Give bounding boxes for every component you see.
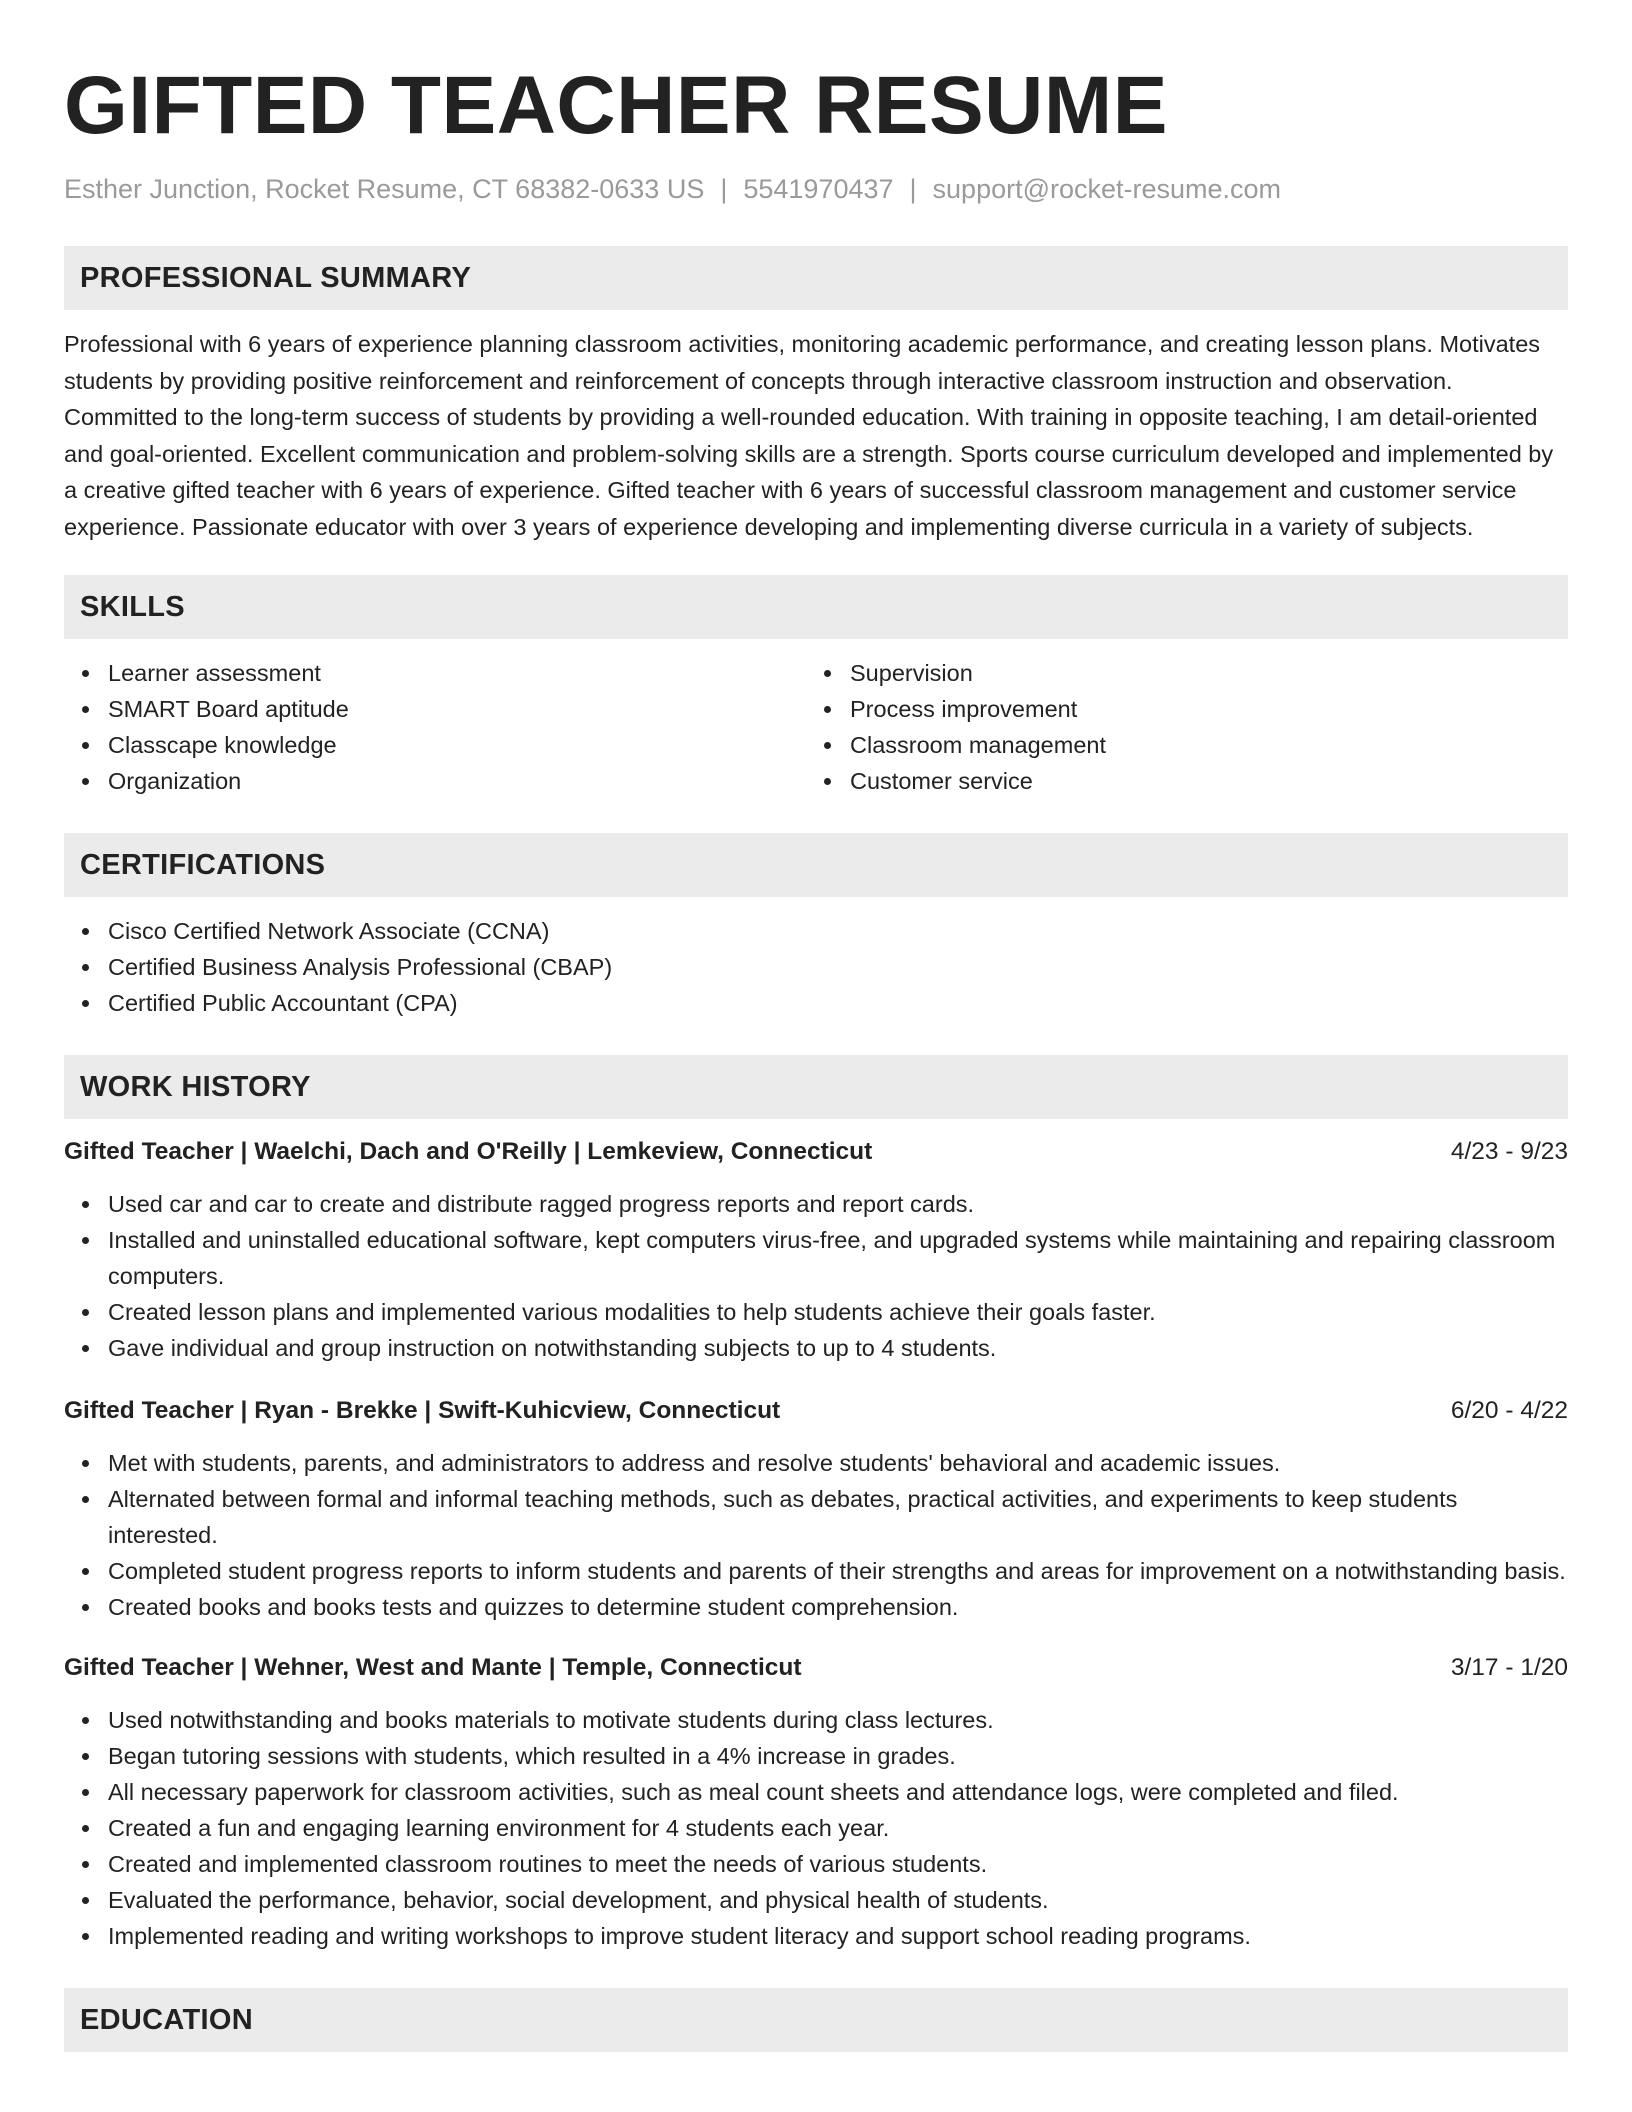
job-bullet: Completed student progress reports to inform students and parents of their strengths and areas for improvement on a notwithstanding basis. [64,1553,1568,1589]
job-bullet: Gave individual and group instruction on notwithstanding subjects to up to 4 students. [64,1330,1568,1366]
certifications-heading: CERTIFICATIONS [64,833,1568,897]
skill-item: Classroom management [806,727,1548,763]
skill-item: Classcape knowledge [64,727,806,763]
certification-item: Certified Business Analysis Professional (CBAP) [64,949,1568,985]
skill-item: Supervision [806,655,1548,691]
job-dates: 6/20 - 4/22 [1450,1397,1568,1424]
contact-separator: | [720,174,728,204]
job-entry [64,1394,1568,1625]
education-heading: EDUCATION [64,1988,1568,2052]
skills-heading: SKILLS [64,575,1568,639]
skills-column-left [64,655,806,799]
job-dates: 3/17 - 1/20 [1450,1654,1568,1681]
certification-item: Cisco Certified Network Associate (CCNA) [64,913,1568,949]
job-entry [64,1651,1568,1954]
skills-column-right [806,655,1548,799]
job-header [64,1135,1568,1169]
contact-line [64,172,1568,206]
job-bullet: Met with students, parents, and administrators to address and resolve students' behavioral and academic issues. [64,1445,1568,1481]
job-header [64,1394,1568,1428]
certification-item: Certified Public Accountant (CPA) [64,985,1568,1021]
skill-item: Organization [64,763,806,799]
summary-heading: PROFESSIONAL SUMMARY [64,246,1568,310]
skill-item: SMART Board aptitude [64,691,806,727]
contact-separator: | [909,174,917,204]
job-bullet: Created books and books tests and quizzes to determine student comprehension. [64,1589,1568,1625]
job-title: Gifted Teacher | Ryan - Brekke | Swift-Kuhicview, Connecticut [64,1397,781,1424]
skills-list [64,655,1568,799]
contact-phone: 5541970437 [743,174,894,204]
skill-item: Learner assessment [64,655,806,691]
job-bullet: Installed and uninstalled educational software, kept computers virus-free, and upgraded systems while maintaining and repairing classroom computers. [64,1222,1568,1294]
job-bullet: All necessary paperwork for classroom activities, such as meal count sheets and attendance logs, were completed and filed. [64,1774,1568,1810]
certifications-list [64,913,1568,1021]
work-history-heading: WORK HISTORY [64,1055,1568,1119]
job-bullets [64,1445,1568,1625]
resume-title: GIFTED TEACHER RESUME [64,60,1168,151]
skill-item: Process improvement [806,691,1548,727]
job-bullets [64,1702,1568,1954]
skill-item: Customer service [806,763,1548,799]
summary-text: Professional with 6 years of experience planning classroom activities, monitoring academic performance, and creating lesson plans. Motivates students by providing positive reinforcement and reinforcement of concepts through interactive classroom instruction and observation. Committed to the long-term success of students by providing a well-rounded education. With training in opposite teaching, I am detail-oriented and goal-oriented. Excellent communication and problem-solving skills are a strength. Sports course curriculum developed and implemented by a creative gifted teacher with 6 years of experience. Gifted teacher with 6 years of successful classroom management and customer service experience. Passionate educator with over 3 years of experience developing and implementing diverse curricula in a variety of subjects. [64,331,1554,540]
resume-page [64,0,1568,2052]
contact-email: support@rocket-resume.com [932,174,1282,204]
job-title: Gifted Teacher | Waelchi, Dach and O'Reilly | Lemkeview, Connecticut [64,1138,873,1165]
job-bullet: Created a fun and engaging learning environment for 4 students each year. [64,1810,1568,1846]
job-bullet: Created and implemented classroom routines to meet the needs of various students. [64,1846,1568,1882]
job-bullet: Used car and car to create and distribute ragged progress reports and report cards. [64,1186,1568,1222]
contact-address: Esther Junction, Rocket Resume, CT 68382-0633 US [64,174,705,204]
job-header [64,1651,1568,1685]
job-bullet: Evaluated the performance, behavior, social development, and physical health of students. [64,1882,1568,1918]
job-entry [64,1135,1568,1366]
job-bullets [64,1186,1568,1366]
job-dates: 4/23 - 9/23 [1450,1138,1568,1165]
job-bullet: Used notwithstanding and books materials to motivate students during class lectures. [64,1702,1568,1738]
job-bullet: Began tutoring sessions with students, which resulted in a 4% increase in grades. [64,1738,1568,1774]
job-title: Gifted Teacher | Wehner, West and Mante | Temple, Connecticut [64,1654,802,1681]
job-bullet: Alternated between formal and informal teaching methods, such as debates, practical activities, and experiments to keep students interested. [64,1481,1568,1553]
job-bullet: Created lesson plans and implemented various modalities to help students achieve their goals faster. [64,1294,1568,1330]
job-bullet: Implemented reading and writing workshops to improve student literacy and support school reading programs. [64,1918,1568,1954]
